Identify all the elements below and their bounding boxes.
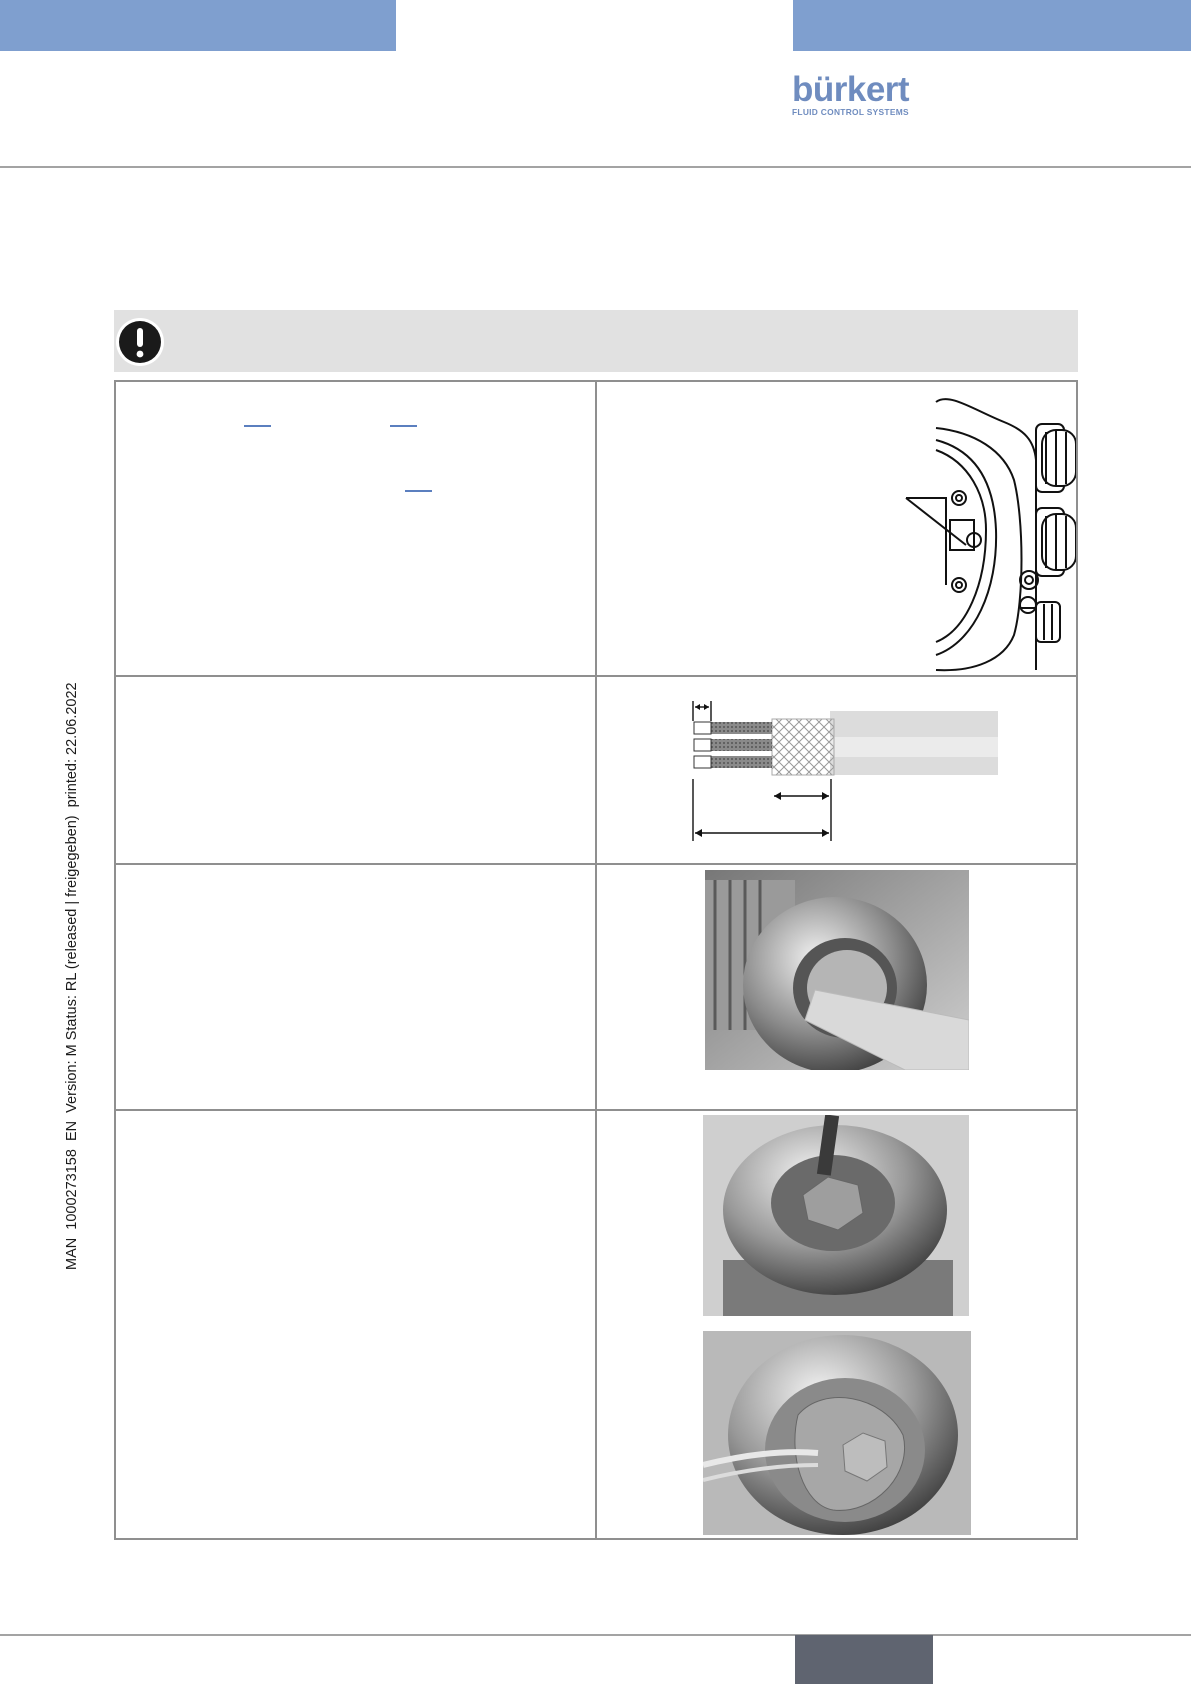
header-band-left xyxy=(0,0,396,51)
cable-stripping-diagram xyxy=(674,677,1076,863)
header-divider xyxy=(0,166,1191,168)
burkert-logo xyxy=(792,72,917,122)
document-meta-sidebar: MAN 1000273158 EN Version: M Status: RL (released | freigegeben) printed: 22.06.2022 xyxy=(64,682,80,1270)
installation-steps-table xyxy=(114,380,1078,1540)
cross-reference-link[interactable] xyxy=(244,425,271,427)
exclamation-circle-icon xyxy=(114,316,166,368)
cross-reference-link[interactable] xyxy=(390,425,417,427)
logo-wordmark: bürkert xyxy=(792,70,910,109)
cable-gland-photo xyxy=(705,870,969,1070)
gland-seal-photos xyxy=(703,1115,973,1535)
page-number-box xyxy=(795,1635,933,1684)
housing-connection-diagram xyxy=(674,380,1076,675)
notice-bar xyxy=(114,310,1078,372)
logo-tagline: FLUID CONTROL SYSTEMS xyxy=(792,107,909,117)
cross-reference-link[interactable] xyxy=(405,490,432,492)
footer-divider xyxy=(0,1634,1191,1636)
header-band-right xyxy=(793,0,1191,51)
